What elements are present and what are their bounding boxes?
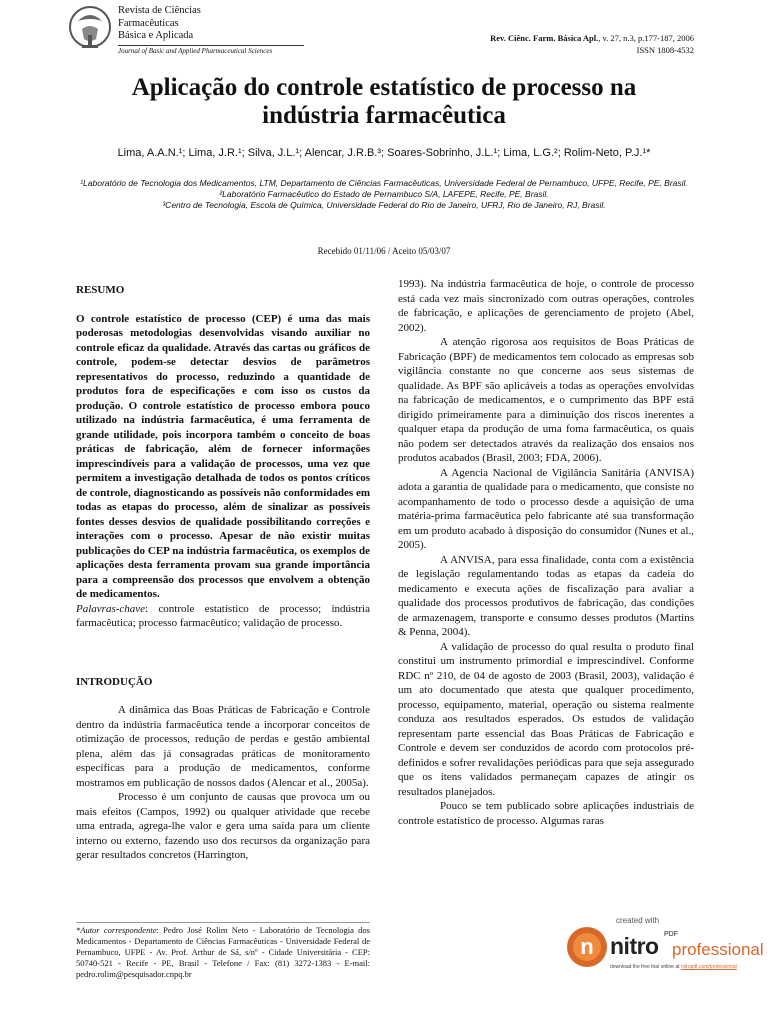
citation-abbrev: Rev. Ciênc. Farm. Básica Apl. xyxy=(490,33,599,43)
footnote-text: : Pedro José Rolim Neto - Laboratório de Tecnologia dos Medicamentos - Departamento de Ciências Farmacêuticas - Universidade Federal de Pernambuco, UFPE - Av. Prof. Arthur de Sá, s/nº - Cidade Universitária - CEP: 50740-521 - Recife - PE, Brasil - Telefone / Fax: (81) 3272-1383 - E-mail: pedro.rolim@pesquisador.cnpq.br xyxy=(76,925,370,979)
right-paragraph-4: A ANVISA, para essa finalidade, conta com a existência de legislação regulamentando todas as etapas da cadeia do medicamento e executa ações de fiscalização para avaliar a qualidade dos processos produtivos de fabricação, das condições de armazenagem, transporte e consumo desses produtos (Martins & Penna, 2004). xyxy=(398,553,694,638)
affiliation-1: ¹Laboratório de Tecnologia dos Medicamentos, LTM, Departamento de Ciências Farmacêuticas, Universidade Federal de Pernambuco, UFPE, Recife, PE, Brasil. xyxy=(80,178,688,188)
affiliation-2: ²Laboratório Farmacêutico do Estado de Pernambuco S/A, LAFEPE, Recife, PE, Brasil. xyxy=(219,189,549,199)
journal-name-line1: Revista de Ciências xyxy=(118,5,201,16)
right-column xyxy=(398,277,694,828)
citation-volume: , v. 27, n.3, p.177-187, 2006 xyxy=(598,33,694,43)
left-column xyxy=(76,283,370,863)
resumo-heading: RESUMO xyxy=(76,284,125,296)
intro-heading: INTRODUÇÃO xyxy=(76,675,153,688)
intro-paragraph-2: Processo é um conjunto de causas que provoca um ou mais efeitos (Campos, 1992) ou qualquer atividade que recebe uma entrada, agrega-lhe valor e gera uma saída para um cliente interno ou externo, fazendo uso dos recursos da organização para gerar resultados concretos (Harrington, xyxy=(76,791,370,861)
corresponding-author-footnote xyxy=(76,922,370,980)
nitro-created-with: created with xyxy=(616,916,660,925)
nitro-pdf-mark: PDF xyxy=(664,931,678,938)
article-title-line1: Aplicação do controle estatístico de processo na xyxy=(131,74,637,101)
journal-name xyxy=(118,5,201,43)
issn: ISSN 1808-4532 xyxy=(636,45,694,55)
nitro-download-text xyxy=(610,964,737,970)
right-paragraph-6: Pouco se tem publicado sobre aplicações industriais de controle estatístico de processo. Algumas raras xyxy=(398,800,694,827)
article-title xyxy=(70,74,698,130)
nitro-download-link[interactable]: nitropdf.com/professional xyxy=(680,964,737,970)
journal-logo-icon xyxy=(68,5,112,51)
affiliation-3: ³Centro de Tecnologia, Escola de Química, Universidade Federal do Rio de Janeiro, UFRJ, Rio de Janeiro, RJ, Brasil. xyxy=(162,200,606,210)
nitro-logo-icon xyxy=(566,922,608,972)
nitro-download-prefix: download the free trial online at xyxy=(610,964,681,970)
journal-subtitle: Journal of Basic and Applied Pharmaceutical Sciences xyxy=(118,45,304,55)
keywords-text: : controle estatístico de processo; indústria farmacêutica; processo farmacêutico; validação de processo. xyxy=(76,602,370,629)
article-title-line2: indústria farmacêutica xyxy=(262,102,506,129)
right-paragraph-2: A atenção rigorosa aos requisitos de Boas Práticas de Fabricação (BPF) de medicamentos tem colocado as empresas sob vigilância constante no que concerne aos seus sistemas de qualidade. As BPF são aplicáveis a todas as operações envolvidas na fabricação de medicamentos, e o cumprimento das BPF está dirigido primeiramente para a diminuição dos riscos inerentes a qualquer etapa da produção de uma foma farmacêutica, os quais não podem ser detectados através da realização dos ensaios nos produtos acabados (Brasil, 2003; FDA, 2006). xyxy=(398,336,694,464)
received-dates: Recebido 01/11/06 / Aceito 05/03/07 xyxy=(317,246,451,256)
citation xyxy=(490,32,694,56)
authors: Lima, A.A.N.¹; Lima, J.R.¹; Silva, J.L.¹; Alencar, J.R.B.³; Soares-Sobrinho, J.L.¹; Lima, L.G.²; Rolim-Neto, P.J.¹* xyxy=(117,147,651,159)
right-paragraph-5: A validação de processo do qual resulta o produto final constitui um instrumento primordial e imprescindível. Conforme RDC nº 210, de 04 de agosto de 2003 (Brasil, 2003), validação é um ato documentado que atesta que qualquer procedimento, processo, equipamento, material, operação ou sistema realmente conduza aos resultados esperados. Os estudos de validação representam parte essencial das Boas Práticas de Fabricação e Controle e devem ser conduzidos de acordo com protocolos pré-definidos e sofrer revalidações periódicas para que seja assegurado que os itens validados permaneçam capazes de atingir os resultados planejados. xyxy=(398,640,694,798)
nitro-brand: nitro xyxy=(610,933,659,959)
nitro-edition: professional xyxy=(672,940,764,959)
svg-text:n: n xyxy=(580,934,594,959)
affiliations xyxy=(70,178,698,211)
nitro-pdf-badge[interactable] xyxy=(566,914,768,978)
abstract-text: O controle estatístico de processo (CEP) é uma das mais poderosas metodologias desenvolvidas visando auxiliar no controle eficaz da qualidade. Através das cartas ou gráficos de controle, podem-se detectar desvios de parâmetros representativos do processo, reduzindo a quantidade de produtos fora de especificações e com isso os custos da produção. O controle estatístico de processo embora pouco utilizado na indústria farmacêutica, é uma ferramenta de grande utilidade, pois incorpora também o conceito de boas práticas de fabricação, além de fornecer informações imprescindíveis para a validação de processos, uma vez que permitem a investigação detalhada de todos os pontos críticos de controle, diagnosticando as possíveis não conformidades em todas as etapas do processo, além de sinalizar as possíveis fontes desses desvios de qualidade possibilitando correções e interações com o processo. Apesar de não existir muitas publicações do CEP na indústria farmacêutica, os exemplos de aplicações desta ferramenta provam sua grande importância para a compreensão dos processos que envolvem a obtenção de medicamentos. xyxy=(76,312,370,600)
footnote-label: *Autor correspondente xyxy=(76,925,157,935)
right-paragraph-1: 1993). Na indústria farmacêutica de hoje, o controle de processo está cada vez mais sincronizado com outras operações, controles de fabricação, e aplicações de gerenciamento de projeto (Abel, 2002). xyxy=(398,278,694,334)
journal-name-line3: Básica e Aplicada xyxy=(118,30,194,41)
journal-name-line2: Farmacêuticas xyxy=(118,17,179,29)
keywords xyxy=(76,602,370,631)
intro-paragraph-1: A dinâmica das Boas Práticas de Fabricação e Controle dentro da indústria farmacêutica tende a incorporar conceitos de otimização de processos, redução de perdas e gestão ambiental plena, além das já consagradas práticas de monitoramento específicas para a produção de medicamentos, conforme mostramos em publicação de nossos dados (Alencar et al., 2005a). xyxy=(76,704,370,789)
right-paragraph-3: A Agencia Nacional de Vigilância Sanitária (ANVISA) adota a garantia de qualidade para o medicamento, que consiste no acompanhamento de todo o processo desde a aquisição de uma matéria-prima farmacêutica pelo fabricante até sua transformação em um produto acabado à disposição do consumidor (Nunes et al., 2005). xyxy=(398,466,694,551)
keywords-label: Palavras-chave xyxy=(76,602,146,615)
